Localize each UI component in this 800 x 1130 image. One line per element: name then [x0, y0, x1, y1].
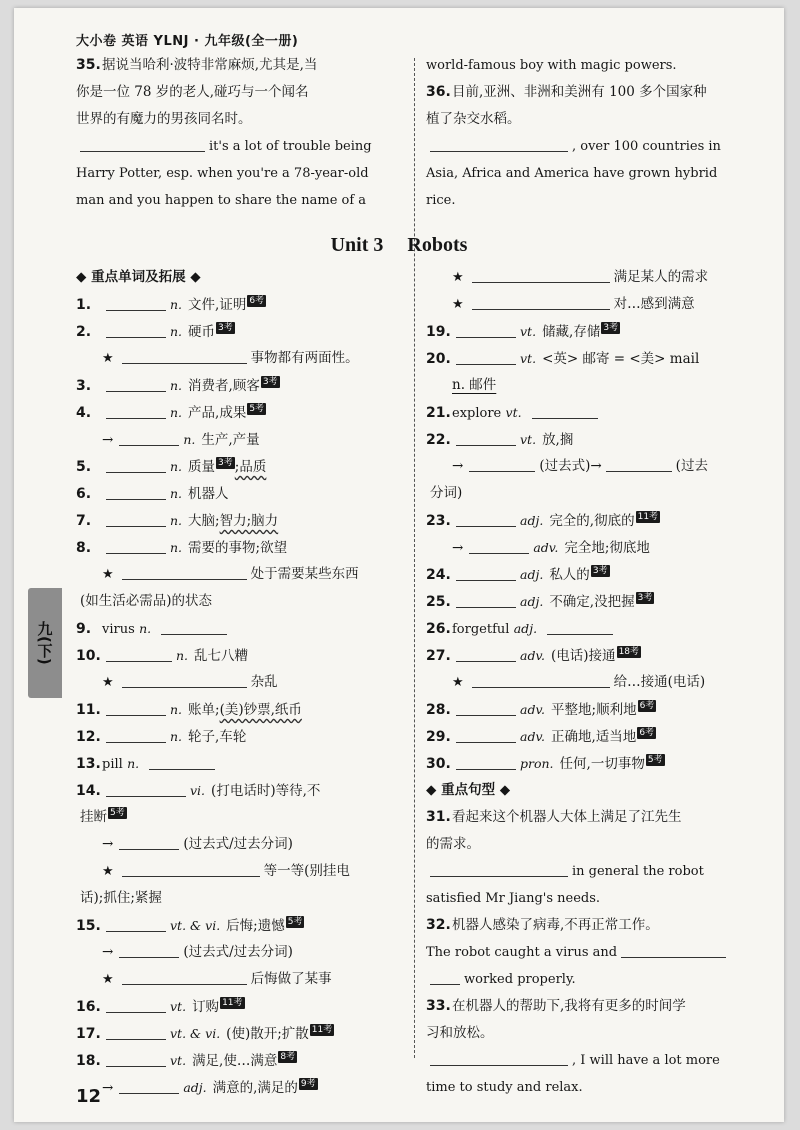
unit-title — [14, 234, 784, 257]
item-number: 20. — [426, 351, 451, 367]
answer-blank[interactable] — [106, 917, 166, 932]
part-of-speech: vt. — [520, 432, 537, 447]
item-number: 29. — [426, 729, 451, 745]
answer-blank[interactable] — [119, 1079, 179, 1094]
exam-count-badge: 9考 — [300, 1079, 316, 1089]
meaning: 满意的,满足的 — [212, 1080, 298, 1096]
phrase-meaning: 满足某人的需求 — [613, 269, 709, 285]
sentence-en-cont: worked properly. — [464, 972, 576, 987]
item-number: 26. — [426, 621, 451, 637]
meaning-extended: 智力;脑力 — [219, 513, 279, 529]
answer-blank[interactable] — [532, 404, 598, 419]
sentence-cn: 看起来这个机器人大体上满足了江先生 — [452, 809, 682, 825]
sentence-en-cont: satisfied Mr Jiang's needs. — [426, 891, 601, 906]
section-vocab-heading: ◆ 重点单词及拓展 ◆ — [76, 269, 201, 285]
item-number: 15. — [76, 918, 101, 934]
answer-blank[interactable] — [106, 998, 166, 1013]
item-number: 22. — [426, 432, 451, 448]
form-hint-cont: 分词) — [430, 485, 463, 501]
right-top-column — [426, 52, 756, 214]
part-of-speech: adv. — [520, 729, 546, 744]
star-icon — [102, 863, 118, 879]
meaning: 正确地,适当地 — [551, 729, 637, 745]
answer-blank[interactable] — [456, 647, 516, 662]
exam-count-badge: 5考 — [647, 755, 663, 765]
answer-blank[interactable] — [106, 512, 166, 527]
meaning: 轮子,车轮 — [188, 729, 247, 745]
part-of-speech: n. — [170, 324, 183, 339]
exam-count-badge: 5考 — [287, 917, 303, 927]
exam-count-badge: 3考 — [637, 593, 653, 603]
vocab-right-column — [426, 264, 756, 1101]
arrow-icon: → — [102, 944, 114, 960]
meaning: 机器人 — [188, 486, 229, 502]
answer-blank[interactable] — [106, 728, 166, 743]
section-sentences-heading: ◆ 重点句型 ◆ — [426, 782, 511, 798]
arrow-icon: → — [102, 1080, 114, 1096]
item-number: 17. — [76, 1026, 101, 1042]
meaning: (打电话时)等待,不 — [211, 783, 321, 799]
answer-blank[interactable] — [430, 862, 568, 877]
answer-blank[interactable] — [106, 323, 166, 338]
column-divider — [414, 58, 415, 1058]
q36-en-line1: , over 100 countries in — [572, 139, 721, 154]
answer-blank[interactable] — [119, 431, 179, 446]
part-of-speech: adv. — [520, 702, 546, 717]
star-icon — [102, 350, 118, 366]
item-number: 14. — [76, 783, 101, 799]
answer-blank[interactable] — [456, 323, 516, 338]
form-hint: (过去式/过去分词) — [183, 944, 293, 960]
sentence-cn-cont: 的需求。 — [426, 836, 480, 852]
meaning: 储藏,存储 — [542, 324, 601, 340]
answer-blank[interactable] — [106, 377, 166, 392]
phrase-meaning: 后悔做了某事 — [250, 971, 332, 987]
part-of-speech: n. — [170, 513, 183, 528]
answer-blank[interactable] — [456, 755, 516, 770]
part-of-speech: vi. — [190, 783, 206, 798]
answer-blank[interactable] — [472, 673, 610, 688]
answer-blank[interactable] — [456, 431, 516, 446]
answer-blank[interactable] — [106, 782, 186, 797]
q35-en-line3: man and you happen to share the name of a — [76, 193, 367, 208]
meaning: 硬币 — [188, 324, 216, 340]
answer-blank[interactable] — [472, 268, 610, 283]
item-number: 16. — [76, 999, 101, 1015]
meaning: 账单; — [188, 702, 220, 718]
part-of-speech: n. — [139, 621, 152, 636]
answer-blank[interactable] — [106, 485, 166, 500]
sentence-en-cont: time to study and relax. — [426, 1080, 583, 1095]
given-word: forgetful — [452, 622, 510, 637]
item-number: 9. — [76, 621, 92, 637]
item-number: 7. — [76, 513, 92, 529]
meaning: (电话)接通 — [551, 648, 616, 664]
page-number: 12 — [76, 1086, 102, 1107]
item-number: 32. — [426, 917, 451, 933]
item-number: 24. — [426, 567, 451, 583]
answer-blank[interactable] — [621, 943, 726, 958]
q35-cn-line3: 世界的有魔力的男孩同名时。 — [76, 111, 252, 127]
item-number: 12. — [76, 729, 101, 745]
q35-en-line1: it's a lot of trouble being — [209, 139, 372, 154]
part-of-speech: vt. — [170, 999, 187, 1014]
answer-blank[interactable] — [430, 1051, 568, 1066]
meaning-cont: 挂断 — [80, 809, 107, 825]
answer-blank[interactable] — [122, 970, 247, 985]
part-of-speech: vt. — [520, 324, 537, 339]
answer-blank[interactable] — [606, 457, 672, 472]
item-number: 28. — [426, 702, 451, 718]
meaning: 文件,证明 — [188, 297, 247, 313]
exam-count-badge: 3考 — [592, 566, 608, 576]
arrow-icon: → — [102, 836, 114, 852]
answer-blank[interactable] — [122, 349, 247, 364]
answer-blank[interactable] — [472, 295, 610, 310]
answer-blank[interactable] — [456, 350, 516, 365]
answer-blank[interactable] — [430, 970, 460, 985]
answer-blank[interactable] — [119, 943, 179, 958]
answer-blank[interactable] — [119, 835, 179, 850]
meaning: 完全地;彻底地 — [564, 540, 650, 556]
part-of-speech: vt. — [520, 351, 537, 366]
answer-blank[interactable] — [106, 647, 172, 662]
q36-cn-line2: 植了杂交水稻。 — [426, 111, 521, 127]
q36-answer-blank[interactable] — [430, 137, 568, 152]
meaning: 平整地;顺利地 — [551, 702, 637, 718]
unit-name: Robots — [407, 234, 468, 256]
part-of-speech: n. — [170, 405, 183, 420]
exam-count-badge: 6考 — [639, 728, 655, 738]
meaning: 生产,产量 — [201, 432, 260, 448]
item-number: 10. — [76, 648, 101, 664]
q35-cn-line2: 你是一位 78 岁的老人,碰巧与一个闻名 — [76, 84, 309, 100]
part-of-speech: vt. & vi. — [170, 918, 221, 933]
item-number: 23. — [426, 513, 451, 529]
phrase-meaning-cont: (如生活必需品)的状态 — [80, 593, 213, 609]
meaning-extended: n. 邮件 — [452, 377, 497, 393]
answer-blank[interactable] — [106, 458, 166, 473]
part-of-speech: vt. — [170, 1053, 187, 1068]
q36-en-line2: Asia, Africa and America have grown hybrid — [426, 166, 718, 181]
meaning-extended: (美)钞票,纸币 — [219, 702, 302, 718]
item-number: 21. — [426, 405, 451, 421]
answer-blank[interactable] — [456, 593, 516, 608]
exam-count-badge: 6考 — [249, 296, 265, 306]
answer-blank[interactable] — [122, 673, 247, 688]
q35-number: 35. — [76, 57, 101, 73]
meaning: 质量 — [188, 459, 216, 475]
item-number: 6. — [76, 486, 92, 502]
part-of-speech: adj. — [513, 621, 538, 636]
item-number: 13. — [76, 756, 101, 772]
part-of-speech: n. — [170, 486, 183, 501]
exam-count-badge: 18考 — [618, 647, 640, 657]
part-of-speech: n. — [127, 756, 140, 771]
part-of-speech: n. — [170, 702, 183, 717]
phrase-meaning: 杂乱 — [250, 674, 278, 690]
part-of-speech: adj. — [183, 1080, 207, 1095]
answer-blank[interactable] — [106, 404, 166, 419]
page-header: 大小卷 英语 YLNJ · 九年级(全一册) — [76, 34, 299, 49]
q36-en-line3: rice. — [426, 193, 456, 208]
item-number: 25. — [426, 594, 451, 610]
phrase-meaning: 等一等(别挂电 — [263, 863, 350, 879]
meaning: 私人的 — [549, 567, 590, 583]
item-number: 3. — [76, 378, 92, 394]
item-number: 31. — [426, 809, 451, 825]
form-hint: (过去式/过去分词) — [183, 836, 293, 852]
sentence-en: The robot caught a virus and — [426, 945, 618, 960]
star-icon — [102, 674, 118, 690]
meaning: 需要的事物;欲望 — [188, 540, 288, 556]
meaning: 大脑; — [188, 513, 220, 529]
part-of-speech: adv. — [533, 540, 559, 555]
star-icon — [452, 269, 468, 285]
meaning: 后悔;遗憾 — [226, 918, 285, 934]
part-of-speech: adj. — [520, 567, 544, 582]
side-tab: 九(下) — [28, 588, 62, 698]
exam-count-badge: 11考 — [222, 998, 243, 1008]
form-hint: (过去式)→ — [539, 458, 602, 474]
q35-answer-blank[interactable] — [80, 137, 205, 152]
answer-blank[interactable] — [161, 620, 227, 635]
item-number: 5. — [76, 459, 92, 475]
item-number: 18. — [76, 1053, 101, 1069]
answer-blank[interactable] — [456, 728, 516, 743]
exam-count-badge: 6考 — [639, 701, 655, 711]
given-word: explore — [452, 406, 502, 421]
sentence-cn: 机器人感染了病毒,不再正常工作。 — [452, 917, 659, 933]
meaning: 产品,成果 — [188, 405, 247, 421]
answer-blank[interactable] — [456, 701, 516, 716]
item-number: 27. — [426, 648, 451, 664]
part-of-speech: adv. — [520, 648, 546, 663]
sentence-en: in general the robot — [572, 864, 704, 879]
item-number: 30. — [426, 756, 451, 772]
star-icon — [452, 296, 468, 312]
given-word: pill — [102, 757, 123, 772]
sentence-cn-cont: 习和放松。 — [426, 1025, 494, 1041]
answer-blank[interactable] — [106, 296, 166, 311]
meaning: 不确定,没把握 — [549, 594, 635, 610]
workbook-page — [14, 8, 784, 1122]
q36-number: 36. — [426, 84, 451, 100]
item-number: 11. — [76, 702, 101, 718]
phrase-meaning: 对…感到满意 — [613, 296, 695, 312]
exam-count-badge: 3考 — [218, 323, 233, 333]
phrase-meaning: 处于需要某些东西 — [250, 566, 359, 582]
part-of-speech: n. — [170, 729, 183, 744]
unit-number: Unit 3 — [330, 234, 384, 256]
q36-cn-line1: 目前,亚洲、非洲和美洲有 100 多个国家种 — [452, 84, 707, 100]
arrow-icon: → — [452, 540, 464, 556]
item-number: 1. — [76, 297, 92, 313]
answer-blank[interactable] — [106, 701, 166, 716]
answer-blank[interactable] — [106, 539, 166, 554]
phrase-meaning-cont: 话);抓住;紧握 — [80, 890, 162, 906]
exam-count-badge: 11考 — [311, 1025, 333, 1035]
arrow-icon: → — [102, 432, 114, 448]
phrase-meaning: 给…接通(电话) — [613, 674, 706, 690]
meaning: (使)散开;扩散 — [226, 1026, 309, 1042]
part-of-speech: n. — [183, 432, 196, 447]
answer-blank[interactable] — [547, 620, 613, 635]
exam-count-badge: 3考 — [218, 458, 233, 468]
answer-blank[interactable] — [456, 512, 516, 527]
q35-en-line2: Harry Potter, esp. when you're a 78-year-old — [76, 166, 369, 181]
q35-cn-line1: 据说当哈利·波特非常麻烦,尤其是,当 — [102, 57, 318, 73]
item-number: 4. — [76, 405, 92, 421]
sentence-cn: 在机器人的帮助下,我将有更多的时间学 — [452, 998, 686, 1014]
meaning: 放,搁 — [542, 432, 574, 448]
item-number: 2. — [76, 324, 92, 340]
part-of-speech: pron. — [520, 756, 554, 771]
meaning: 订购 — [192, 999, 220, 1015]
answer-blank[interactable] — [469, 457, 535, 472]
answer-blank[interactable] — [122, 862, 260, 877]
part-of-speech: n. — [170, 378, 183, 393]
exam-count-badge: 8考 — [280, 1052, 296, 1062]
meaning: 满足,使…满意 — [192, 1053, 278, 1069]
form-hint: (过去 — [675, 458, 708, 474]
exam-count-badge: 3考 — [262, 377, 278, 387]
meaning: 乱七八糟 — [194, 648, 249, 664]
star-icon — [102, 566, 118, 582]
item-number: 19. — [426, 324, 451, 340]
answer-blank[interactable] — [106, 1025, 166, 1040]
answer-blank[interactable] — [469, 539, 529, 554]
left-column — [76, 52, 406, 214]
item-number: 33. — [426, 998, 451, 1014]
part-of-speech: vt. & vi. — [170, 1026, 221, 1041]
star-icon — [102, 971, 118, 987]
part-of-speech: adj. — [520, 513, 544, 528]
exam-count-badge: 5考 — [249, 404, 265, 414]
given-word: virus — [102, 622, 135, 637]
meaning: 消费者,顾客 — [188, 378, 260, 394]
part-of-speech: n. — [170, 540, 183, 555]
part-of-speech: n. — [176, 648, 189, 663]
part-of-speech: vt. — [505, 405, 522, 420]
exam-count-badge: 11考 — [637, 512, 659, 522]
meaning: 完全的,彻底的 — [549, 513, 635, 529]
answer-blank[interactable] — [106, 1052, 166, 1067]
vocab-left-column — [76, 264, 406, 1101]
arrow-icon: → — [452, 458, 464, 474]
meaning: <英> 邮寄 = <美> mail — [542, 351, 700, 367]
answer-blank[interactable] — [149, 755, 215, 770]
exam-count-badge: 3考 — [603, 323, 619, 333]
star-icon — [452, 674, 468, 690]
sentence-en: , I will have a lot more — [572, 1053, 720, 1068]
part-of-speech: adj. — [520, 594, 544, 609]
answer-blank[interactable] — [122, 565, 247, 580]
part-of-speech: n. — [170, 459, 183, 474]
exam-count-badge: 5考 — [110, 808, 125, 818]
phrase-meaning: 事物都有两面性。 — [250, 350, 359, 366]
q35-en-line4: world-famous boy with magic powers. — [426, 58, 677, 73]
part-of-speech: n. — [170, 297, 183, 312]
meaning: 任何,一切事物 — [559, 756, 645, 772]
meaning-extended: ;品质 — [234, 459, 267, 475]
answer-blank[interactable] — [456, 566, 516, 581]
item-number: 8. — [76, 540, 92, 556]
